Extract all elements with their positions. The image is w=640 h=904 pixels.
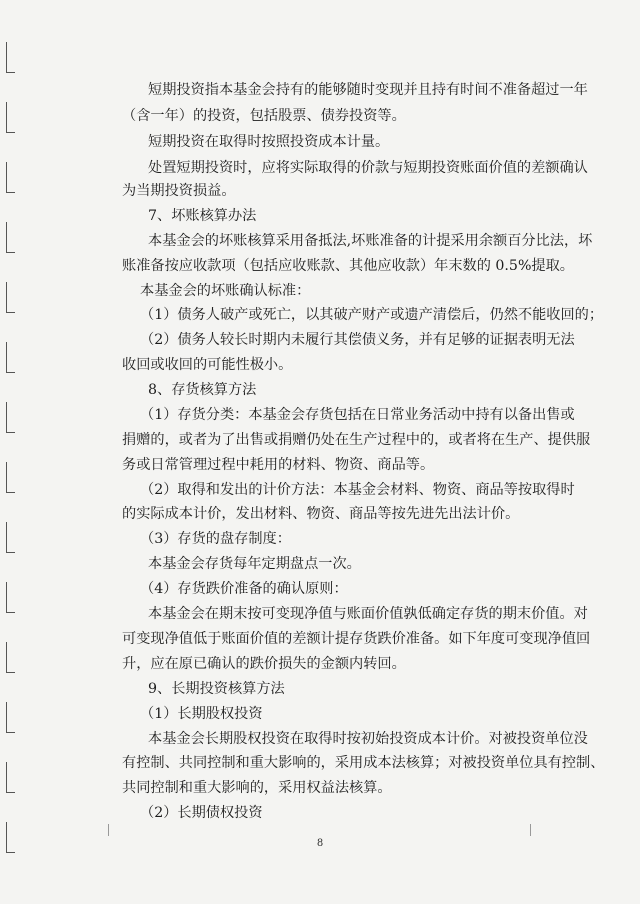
text-line: 有控制、共同控制和重大影响的，采用成本法核算；对被投资单位具有控制、	[122, 755, 605, 771]
text-line: 短期投资指本基金会持有的能够随时变现并且持有时间不准备超过一年	[148, 82, 588, 98]
text-line: 收回或收回的可能性极小。	[122, 357, 293, 373]
text-line: 处置短期投资时，应将实际取得的价款与短期投资账面价值的差额确认	[148, 160, 588, 176]
binding-margin	[0, 0, 22, 904]
text-line: 升，应在原已确认的跌价损失的金额内转回。	[122, 656, 406, 672]
text-line: （1）长期股权投资	[140, 706, 263, 722]
text-line: 短期投资在取得时按照投资成本计量。	[148, 134, 390, 150]
text-line: 本基金会的坏账确认标准：	[140, 283, 311, 299]
text-line: 捐赠的，或者为了出售或捐赠仍处在生产过程中的，或者将在生产、提供服	[122, 432, 591, 448]
text-line: （含一年）的投资，包括股票、债券投资等。	[122, 108, 406, 124]
binding-mark	[6, 342, 15, 373]
text-line: 可变现净值低于账面价值的差额计提存货跌价准备。如下年度可变现净值回	[122, 631, 591, 647]
binding-mark	[6, 462, 15, 493]
binding-mark	[6, 702, 15, 733]
text-line: （1）债务人破产或死亡，以其破产财产或遗产清偿后，仍然不能收回的；	[140, 307, 604, 323]
text-line: （1）存货分类：本基金会存货包括在日常业务活动中持有以备出售或	[140, 407, 575, 423]
text-line: 本基金会长期股权投资在取得时按初始投资成本计价。对被投资单位没	[148, 731, 588, 747]
text-line: 本基金会在期末按可变现净值与账面价值孰低确定存货的期末价值。对	[148, 606, 588, 622]
binding-mark	[6, 102, 15, 133]
section-heading: 8、存货核算方法	[148, 382, 257, 398]
binding-mark	[6, 282, 15, 313]
binding-mark	[6, 162, 15, 193]
binding-mark	[6, 402, 15, 433]
scan-artifact	[530, 824, 531, 836]
binding-mark	[6, 222, 15, 253]
text-line: 为当期投资损益。	[122, 183, 236, 199]
text-line: 共同控制和重大影响的，采用权益法核算。	[122, 780, 392, 796]
text-line: （2）取得和发出的计价方法：本基金会材料、物资、商品等按取得时	[140, 482, 575, 498]
binding-mark	[6, 762, 15, 793]
text-line: （4）存货跌价准备的确认原则：	[140, 581, 348, 597]
scan-artifact	[108, 824, 109, 836]
text-line: 的实际成本计价，发出材料、物资、商品等按先进先出法计价。	[122, 506, 520, 522]
binding-mark	[6, 582, 15, 613]
text-line: 务或日常管理过程中耗用的材料、物资、商品等。	[122, 457, 435, 473]
section-heading: 9、长期投资核算方法	[148, 681, 285, 697]
text-line: （2）长期债权投资	[140, 805, 263, 821]
text-line: 本基金会的坏账核算采用备抵法,坏账准备的计提采用余额百分比法，坏	[148, 233, 593, 249]
page-number: 8	[316, 838, 324, 849]
text-line: （3）存货的盘存制度：	[140, 531, 291, 547]
section-heading: 7、坏账核算办法	[148, 208, 257, 224]
binding-mark	[6, 42, 15, 73]
text-line: 账准备按应收款项（包括应收账款、其他应收款）年末数的 0.5%提取。	[122, 258, 574, 274]
binding-mark	[6, 642, 15, 673]
binding-mark	[6, 522, 15, 553]
text-line: 本基金会存货每年定期盘点一次。	[148, 556, 361, 572]
text-line: （2）债务人较长时期内未履行其偿债义务，并有足够的证据表明无法	[140, 332, 575, 348]
